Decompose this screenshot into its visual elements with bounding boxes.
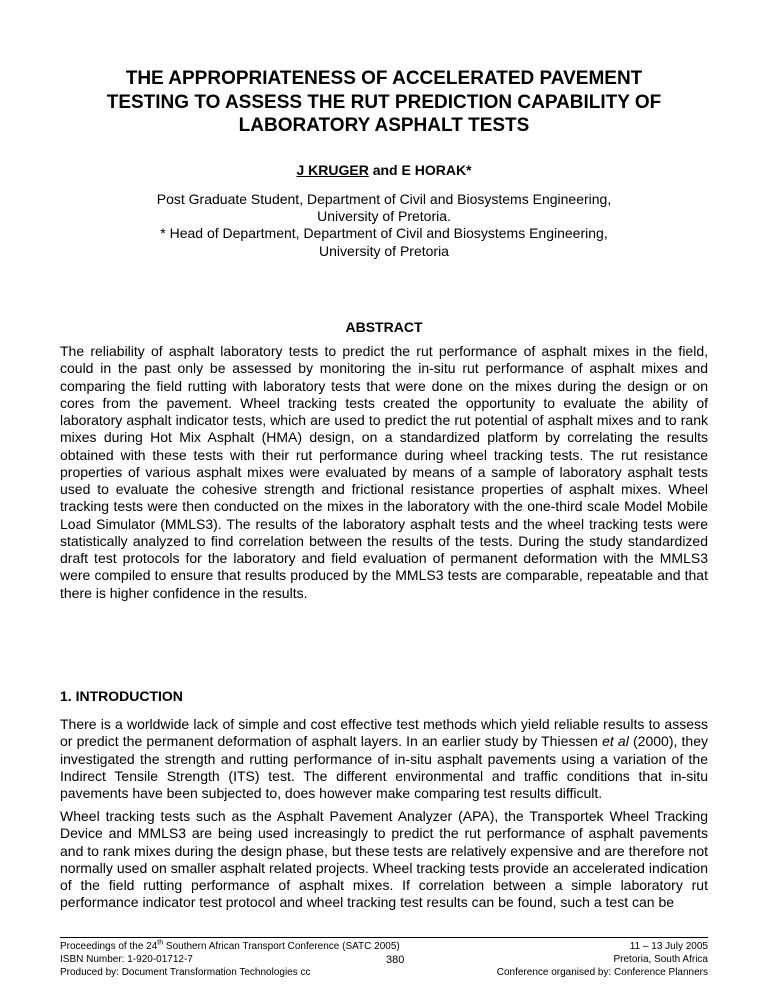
affiliation-line-3: * Head of Department, Department of Civil and Biosystems Engineering, bbox=[160, 225, 608, 242]
intro-paragraph-1 bbox=[60, 716, 708, 802]
intro-paragraph-2: Wheel tracking tests such as the Asphalt Pavement Analyzer (APA), the Transportek Wheel Tracking Device and MMLS3 are being used increasingly to predict the rut performance of asphalt pavements and to rank mixes during the design phase, but these tests are relatively expensive and are therefore not normally used on smaller asphalt related projects. Wheel tracking tests provide an accelerated indication of the field rutting performance of asphalt mixes. If correlation between a simple laboratory rut performance indicator test protocol and wheel tracking test results can be found, such a test can be bbox=[60, 808, 708, 911]
abstract-text: The reliability of asphalt laboratory tests to predict the rut performance of asphalt mixes in the field, could in the past only be assessed by monitoring the in-situ rut performance of asphalt mixes and comparing the field rutting with laboratory tests that were done on the mixes during the design or on cores from the pavement. Wheel tracking tests created the opportunity to evaluate the ability of laboratory asphalt indicator tests, which are used to predict the rut potential of asphalt mixes and to rank mixes during Hot Mix Asphalt (HMA) design, on a standardized platform by correlating the results obtained with these tests with their rut performance during wheel tracking tests. The rut resistance properties of various asphalt mixes were evaluated by means of a sample of laboratory asphalt tests used to evaluate the cohesive strength and frictional resistance properties of asphalt mixes. Wheel tracking tests were then conducted on the mixes in the laboratory with the one-third scale Model Mobile Load Simulator (MMLS3). The results of the laboratory asphalt tests and the wheel tracking tests were statistically analyzed to find correlation between the results of the tests. During the study standardized draft test protocols for the laboratory and field evaluation of permanent deformation with the MMLS3 were compiled to ensure that results produced by the MMLS3 tests are comparable, repeatable and that there is higher confidence in the results. bbox=[60, 343, 708, 601]
footer-producer: Produced by: Document Transformation Technologies cc bbox=[60, 967, 311, 978]
footer-left bbox=[60, 940, 400, 979]
footer-proceedings-a: Proceedings of the 24 bbox=[60, 941, 158, 952]
affiliation-line-4: University of Pretoria bbox=[319, 242, 449, 259]
footer-divider bbox=[60, 937, 708, 938]
footer-dates: 11 – 13 July 2005 bbox=[629, 941, 708, 952]
title-line-2: TESTING TO ASSESS THE RUT PREDICTION CAPABILITY OF bbox=[106, 91, 662, 113]
intro-p1-emphasis: et al bbox=[602, 733, 629, 750]
section-heading-introduction: 1. INTRODUCTION bbox=[60, 688, 183, 704]
footer-isbn: ISBN Number: 1-920-01712-7 bbox=[60, 954, 193, 965]
affiliations bbox=[60, 191, 708, 260]
intro-p1-part-a: There is a worldwide lack of simple and cost effective test methods which yield reliable results to assess or predict the permanent deformation of asphalt layers. In an earlier study by Thiessen bbox=[60, 716, 708, 750]
footer-organiser: Conference organised by: Conference Planners bbox=[496, 967, 708, 978]
page-number: 380 bbox=[386, 954, 405, 966]
lead-author: J KRUGER bbox=[296, 162, 369, 178]
affiliation-line-1: Post Graduate Student, Department of Civil and Biosystems Engineering, bbox=[156, 191, 612, 207]
footer-proceedings-sup: th bbox=[157, 939, 164, 947]
intro-p1-part-b: (2000), they investigated the strength and rutting performance of in-situ asphalt pavements using a variation of the Indirect Tensile Strength (ITS) test. The different environmental and traffic conditions that in-situ pavements have been subjected to, does however make comparing test results difficult. bbox=[60, 733, 708, 801]
footer-right bbox=[497, 940, 708, 979]
title-line-3: LABORATORY ASPHALT TESTS bbox=[238, 115, 530, 136]
paper-title bbox=[60, 67, 708, 138]
title-line-1: THE APPROPRIATENESS OF ACCELERATED PAVEMENT bbox=[125, 68, 643, 89]
abstract-heading: ABSTRACT bbox=[345, 319, 423, 335]
footer-proceedings bbox=[60, 940, 400, 953]
author-line bbox=[0, 161, 768, 179]
footer-location: Pretoria, South Africa bbox=[613, 954, 708, 965]
affiliation-line-2: University of Pretoria. bbox=[317, 208, 451, 225]
footer-proceedings-b: Southern African Transport Conference (SATC 2005) bbox=[163, 941, 400, 952]
co-authors: and E HORAK* bbox=[368, 162, 472, 178]
